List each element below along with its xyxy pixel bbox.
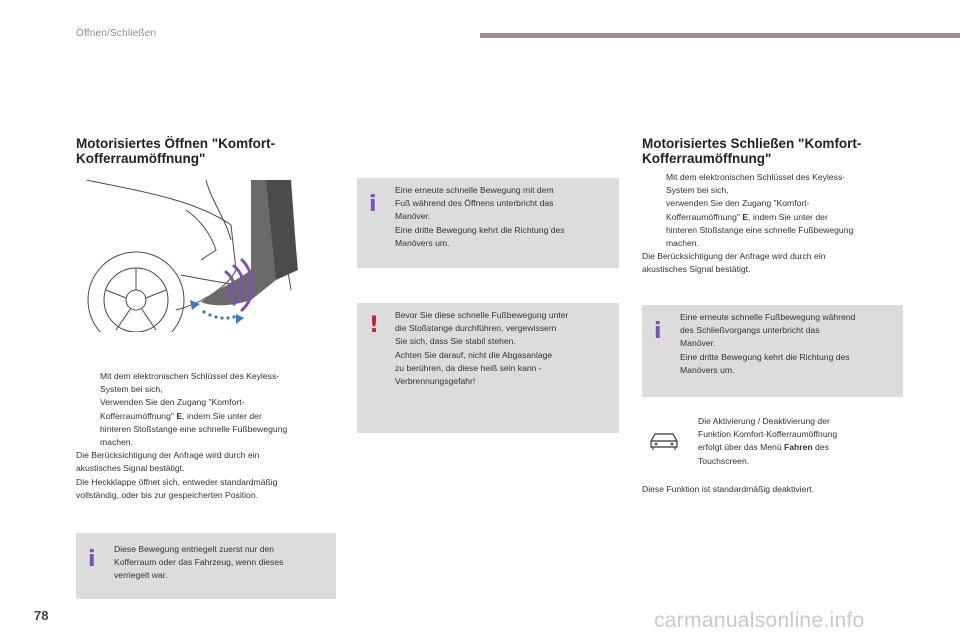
default-deactivated-text: Diese Funktion ist standardmäßig deaktiviert. [642, 484, 814, 494]
warn-line-4: Achten Sie darauf, nicht die Abgasanlage [395, 349, 553, 360]
open-bullet-1-line-1: Mit dem elektronischen Schlüssel des Keyless- [100, 371, 280, 381]
open-instructions [76, 370, 338, 502]
car-icon [648, 429, 680, 451]
heading-close-line-2: Kofferraumöffnung" [642, 151, 772, 166]
close-instructions [642, 171, 904, 277]
mid-info-line-5: Manövers um. [395, 237, 450, 248]
close-paragraph [642, 250, 904, 276]
header-bar [480, 33, 960, 38]
warn-line-1: Bevor Sie diese schnelle Fußbewegung unter [395, 310, 569, 320]
warning-icon: ! [369, 313, 380, 338]
close-bullet-2-line-1: verwenden Sie den Zugang "Komfort- [666, 198, 810, 209]
open-bullet-2-text: Kofferraumöffnung" [100, 410, 177, 421]
right-info-line-2: des Schließvorgangs unterbricht das [680, 325, 820, 336]
page-number: 78 [34, 608, 49, 623]
info-note-interrupt-close-text [680, 311, 895, 377]
touch-line-3 [698, 441, 908, 454]
heading-close [642, 136, 922, 166]
touch-line-4: Touchscreen. [698, 455, 750, 466]
open-bullet-2-line-4: machen. [100, 437, 133, 448]
access-e-label: E [176, 410, 183, 421]
right-info-line-3: Manöver. [680, 338, 716, 349]
touch-line-3c: des [812, 442, 829, 453]
touchscreen-text [698, 415, 908, 468]
kick-sensor-illustration [76, 180, 338, 332]
car-rear-foot-illustration [76, 180, 338, 332]
info-icon: i [88, 547, 96, 572]
section-title: Öffnen/Schließen [76, 28, 157, 39]
heading-open-line-2: Kofferraumöffnung" [76, 151, 206, 166]
mid-info-line-2: Fuß während des Öffnens unterbricht das [395, 198, 554, 209]
close-bullet-2-line-3: hinteren Stoßstange eine schnelle Fußbewegung [666, 224, 854, 235]
right-info-line-4: Eine dritte Bewegung kehrt die Richtung des [680, 351, 850, 362]
heading-open-line-1: Motorisiertes Öffnen "Komfort- [76, 136, 276, 151]
open-para-line-3: Die Heckklappe öffnet sich, entweder standardmäßig [76, 476, 278, 487]
touch-line-3a: erfolgt über das Menü [698, 442, 784, 453]
car-icon-svg [648, 429, 680, 451]
warn-line-2: die Stoßstange durchführen, vergewissern [395, 323, 557, 334]
heading-open [76, 136, 336, 166]
right-info-line-1: Eine erneute schnelle Fußbewegung während [680, 312, 856, 322]
close-bullet-2-line-2 [666, 211, 904, 224]
warn-line-5: zu berühren, da diese heiß sein kann - [395, 362, 542, 373]
mid-info-line-1: Eine erneute schnelle Bewegung mit dem [395, 185, 554, 195]
info-note-unlock-line-2: Kofferraum oder das Fahrzeug, wenn dieses [114, 557, 284, 568]
open-para-line-1: Die Berücksichtigung der Anfrage wird durch ein [76, 450, 260, 461]
touch-line-2: Funktion Komfort-Kofferraumöffnung [698, 429, 838, 440]
open-paragraph [76, 449, 338, 502]
warning-note-stability [357, 303, 619, 433]
info-icon: i [369, 192, 377, 217]
close-para-line-1: Die Berücksichtigung der Anfrage wird durch ein [642, 251, 826, 262]
info-note-unlock [76, 533, 336, 599]
close-bullet-1-line-1: Mit dem elektronischen Schlüssel des Keyless- [666, 172, 846, 182]
warning-note-text [395, 309, 611, 388]
info-note-interrupt-close [642, 305, 903, 397]
info-note-interrupt-open-text [395, 184, 611, 250]
mid-info-line-3: Manöver. [395, 211, 431, 222]
menu-name-fahren: Fahren [784, 442, 813, 453]
close-bullet-1 [642, 171, 904, 197]
close-bullet-1-line-2: System bei sich, [666, 185, 729, 196]
heading-close-line-1: Motorisiertes Schließen "Komfort- [642, 136, 862, 151]
access-e-label: E [742, 211, 749, 222]
watermark: carmanualsonline.info [654, 609, 865, 632]
open-para-line-2: akustisches Signal bestätigt. [76, 463, 185, 474]
right-info-line-5: Manövers um. [680, 364, 735, 375]
open-bullet-1 [76, 370, 338, 396]
info-note-unlock-text [114, 543, 328, 583]
close-bullet-2-text-cont: , indem Sie unter der [748, 211, 828, 222]
close-bullet-2-text: Kofferraumöffnung" [666, 211, 743, 222]
info-note-unlock-line-1: Diese Bewegung entriegelt zuerst nur den [114, 544, 275, 554]
warn-line-6: Verbrennungsgefahr! [395, 376, 476, 387]
info-note-unlock-line-3: verriegelt war. [114, 570, 168, 581]
open-bullet-2-text-cont: , indem Sie unter der [182, 410, 262, 421]
info-note-interrupt-open [357, 178, 619, 268]
open-bullet-2-line-3: hinteren Stoßstange eine schnelle Fußbewegung [100, 423, 288, 434]
close-para-line-2: akustisches Signal bestätigt. [642, 264, 751, 275]
close-bullet-2 [642, 197, 904, 250]
open-bullet-1-line-2: System bei sich, [100, 384, 163, 395]
open-para-line-4: vollständig, oder bis zur gespeicherten Position. [76, 489, 259, 500]
touch-line-1: Die Aktivierung / Deaktivierung der [698, 416, 830, 426]
warn-line-3: Sie sich, dass Sie stabil stehen. [395, 336, 516, 347]
mid-info-line-4: Eine dritte Bewegung kehrt die Richtung des [395, 224, 565, 235]
info-icon: i [654, 319, 662, 344]
open-bullet-2 [76, 396, 338, 449]
close-bullet-2-line-4: machen. [666, 238, 699, 249]
open-bullet-2-line-1: Verwenden Sie den Zugang "Komfort- [100, 397, 245, 408]
open-bullet-2-line-2 [100, 410, 338, 423]
